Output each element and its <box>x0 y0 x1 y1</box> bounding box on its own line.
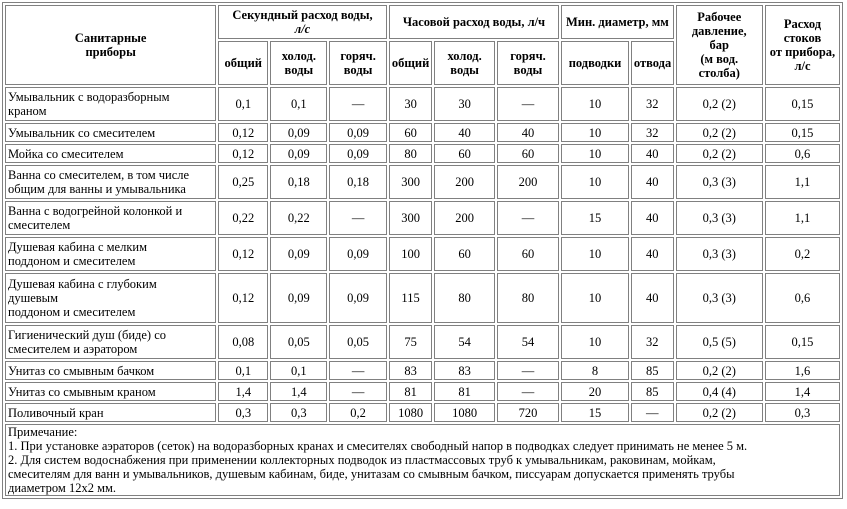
table-cell: 0,12 <box>218 123 268 142</box>
table-cell: 60 <box>497 144 559 163</box>
table-cell: 1080 <box>389 403 433 422</box>
fixture-name: Мойка со смесителем <box>5 144 216 163</box>
table-cell: 60 <box>389 123 433 142</box>
table-cell: — <box>497 201 559 235</box>
table-cell: 40 <box>434 123 494 142</box>
header-second-flow: Секундный расход воды, л/с <box>218 5 386 39</box>
table-row <box>5 87 840 121</box>
table-cell: 1,1 <box>765 201 840 235</box>
table-cell: 40 <box>631 237 674 271</box>
fixture-name: Душевая кабина с мелким поддоном и смесителем <box>5 237 216 271</box>
fixture-name: Унитаз со смывным бачком <box>5 361 216 380</box>
table-cell: — <box>329 87 386 121</box>
table-cell: 15 <box>561 403 629 422</box>
table-cell: 54 <box>434 325 494 359</box>
header-drain: Расход стоков от прибора, л/с <box>765 5 840 85</box>
table-cell: 0,18 <box>329 165 386 199</box>
table-cell: 115 <box>389 273 433 323</box>
table-cell: 10 <box>561 237 629 271</box>
table-cell: 100 <box>389 237 433 271</box>
footnote: Примечание: 1. При установке аэраторов (сеток) на водоразборных кранах и смесителях свободный напор в подводках следует принимать не менее 5 м. 2. Для систем водоснабжения при применении коллекторных подводок из пластмассовых труб к умывальникам, раковинам, мойкам, смесителям для ванн и умывальников, душевым кабинам, биде, унитазам со смывным бачком, писсуарам допускается применять трубы диаметром 12х2 мм. <box>5 424 840 496</box>
table-cell: 0,3 <box>218 403 268 422</box>
table-cell: 32 <box>631 123 674 142</box>
table-row <box>5 165 840 199</box>
table-cell: 32 <box>631 87 674 121</box>
table-cell: 0,22 <box>270 201 327 235</box>
table-cell: 200 <box>434 165 494 199</box>
table-cell: 20 <box>561 382 629 401</box>
table-cell: 1,1 <box>765 165 840 199</box>
table-cell: 0,1 <box>218 361 268 380</box>
table-cell: 81 <box>434 382 494 401</box>
table-cell: 0,6 <box>765 273 840 323</box>
fixture-name: Ванна с водогрейной колонкой и смесителем <box>5 201 216 235</box>
subheader-supply: подводки <box>561 41 629 85</box>
table-cell: — <box>497 361 559 380</box>
table-cell: 75 <box>389 325 433 359</box>
table-cell: 1,4 <box>765 382 840 401</box>
table-cell: 0,12 <box>218 237 268 271</box>
table-cell: 300 <box>389 201 433 235</box>
table-cell: 40 <box>497 123 559 142</box>
table-cell: 60 <box>497 237 559 271</box>
subheader-total-sec: общий <box>218 41 268 85</box>
table-cell: 10 <box>561 144 629 163</box>
table-cell: 0,22 <box>218 201 268 235</box>
table-cell: 0,05 <box>270 325 327 359</box>
table-cell: 0,4 (4) <box>676 382 763 401</box>
table-cell: 40 <box>631 201 674 235</box>
table-cell: — <box>329 382 386 401</box>
table-cell: — <box>497 382 559 401</box>
header-row-1 <box>5 5 840 39</box>
table-cell: 10 <box>561 123 629 142</box>
table-cell: 60 <box>434 144 494 163</box>
table-cell: 85 <box>631 361 674 380</box>
table-cell: 80 <box>497 273 559 323</box>
sanitary-fixtures-table <box>2 2 843 499</box>
table-cell: 10 <box>561 273 629 323</box>
table-row <box>5 382 840 401</box>
subheader-hot-hour: горяч. воды <box>497 41 559 85</box>
table-cell: — <box>329 361 386 380</box>
fixture-name: Гигиенический душ (биде) со смесителем и аэратором <box>5 325 216 359</box>
table-row <box>5 123 840 142</box>
table-cell: 1,4 <box>218 382 268 401</box>
fixture-name: Унитаз со смывным краном <box>5 382 216 401</box>
table-cell: 0,2 (2) <box>676 403 763 422</box>
table-cell: 32 <box>631 325 674 359</box>
table-cell: 0,5 (5) <box>676 325 763 359</box>
subheader-total-hour: общий <box>389 41 433 85</box>
table-cell: 720 <box>497 403 559 422</box>
fixture-name: Умывальник со смесителем <box>5 123 216 142</box>
table-cell: 0,09 <box>329 144 386 163</box>
table-cell: 80 <box>389 144 433 163</box>
subheader-cold-sec: холод. воды <box>270 41 327 85</box>
table-cell: 0,25 <box>218 165 268 199</box>
table-cell: 200 <box>434 201 494 235</box>
table-cell: 0,3 (3) <box>676 273 763 323</box>
table-cell: 0,09 <box>270 144 327 163</box>
header-pressure: Рабочее давление, бар (м вод. столба) <box>676 5 763 85</box>
table-cell: 8 <box>561 361 629 380</box>
fixture-name: Поливочный кран <box>5 403 216 422</box>
table-cell: 0,6 <box>765 144 840 163</box>
fixture-name: Ванна со смесителем, в том числе общим для ванны и умывальника <box>5 165 216 199</box>
table-cell: — <box>329 201 386 235</box>
table-cell: 0,3 (3) <box>676 165 763 199</box>
table-cell: 0,05 <box>329 325 386 359</box>
table-cell: 0,2 (2) <box>676 144 763 163</box>
table-cell: 0,3 <box>270 403 327 422</box>
table-cell: 81 <box>389 382 433 401</box>
table-cell: 0,3 (3) <box>676 201 763 235</box>
fixture-name: Душевая кабина с глубоким душевым поддоном и смесителем <box>5 273 216 323</box>
table-cell: 0,08 <box>218 325 268 359</box>
table-cell: 40 <box>631 144 674 163</box>
subheader-cold-hour: холод. воды <box>434 41 494 85</box>
table-cell: 54 <box>497 325 559 359</box>
table-cell: 0,09 <box>329 123 386 142</box>
table-cell: 1,6 <box>765 361 840 380</box>
table-cell: 10 <box>561 325 629 359</box>
table-row <box>5 403 840 422</box>
table-cell: 0,2 <box>765 237 840 271</box>
table-cell: 0,2 (2) <box>676 123 763 142</box>
table-cell: 0,12 <box>218 144 268 163</box>
table-cell: 0,2 (2) <box>676 361 763 380</box>
table-cell: 85 <box>631 382 674 401</box>
subheader-hot-sec: горяч. воды <box>329 41 386 85</box>
table-row <box>5 361 840 380</box>
table-cell: 30 <box>434 87 494 121</box>
table-cell: 0,3 <box>765 403 840 422</box>
table-cell: 0,3 (3) <box>676 237 763 271</box>
table-row <box>5 237 840 271</box>
header-hourly-flow: Часовой расход воды, л/ч <box>389 5 560 39</box>
table-row <box>5 201 840 235</box>
table-cell: 0,2 <box>329 403 386 422</box>
table-cell: 83 <box>434 361 494 380</box>
note-row <box>5 424 840 496</box>
table-body <box>5 5 840 496</box>
subheader-outlet: отвода <box>631 41 674 85</box>
table-cell: 0,09 <box>270 273 327 323</box>
table-cell: 83 <box>389 361 433 380</box>
table-cell: 10 <box>561 87 629 121</box>
table-row <box>5 273 840 323</box>
table-cell: 60 <box>434 237 494 271</box>
fixture-name: Умывальник с водоразборным краном <box>5 87 216 121</box>
table-cell: 10 <box>561 165 629 199</box>
table-cell: 80 <box>434 273 494 323</box>
table-cell: 0,09 <box>270 123 327 142</box>
header-fixtures: Санитарные приборы <box>5 5 216 85</box>
table-cell: 0,15 <box>765 123 840 142</box>
table-row <box>5 144 840 163</box>
table-row <box>5 325 840 359</box>
table-cell: 0,1 <box>218 87 268 121</box>
table-cell: 0,1 <box>270 87 327 121</box>
table-cell: 40 <box>631 165 674 199</box>
table-cell: 1,4 <box>270 382 327 401</box>
table-cell: 0,09 <box>329 273 386 323</box>
table-cell: 300 <box>389 165 433 199</box>
table-cell: 0,15 <box>765 325 840 359</box>
table-cell: 0,09 <box>270 237 327 271</box>
table-cell: 0,09 <box>329 237 386 271</box>
table-cell: 0,18 <box>270 165 327 199</box>
table-cell: — <box>497 87 559 121</box>
table-cell: 30 <box>389 87 433 121</box>
table-cell: 15 <box>561 201 629 235</box>
table-cell: 200 <box>497 165 559 199</box>
table-cell: 0,15 <box>765 87 840 121</box>
table-cell: 0,2 (2) <box>676 87 763 121</box>
table-cell: — <box>631 403 674 422</box>
table-cell: 40 <box>631 273 674 323</box>
table-cell: 1080 <box>434 403 494 422</box>
table-cell: 0,12 <box>218 273 268 323</box>
table-cell: 0,1 <box>270 361 327 380</box>
header-min-diameter: Мин. диаметр, мм <box>561 5 673 39</box>
